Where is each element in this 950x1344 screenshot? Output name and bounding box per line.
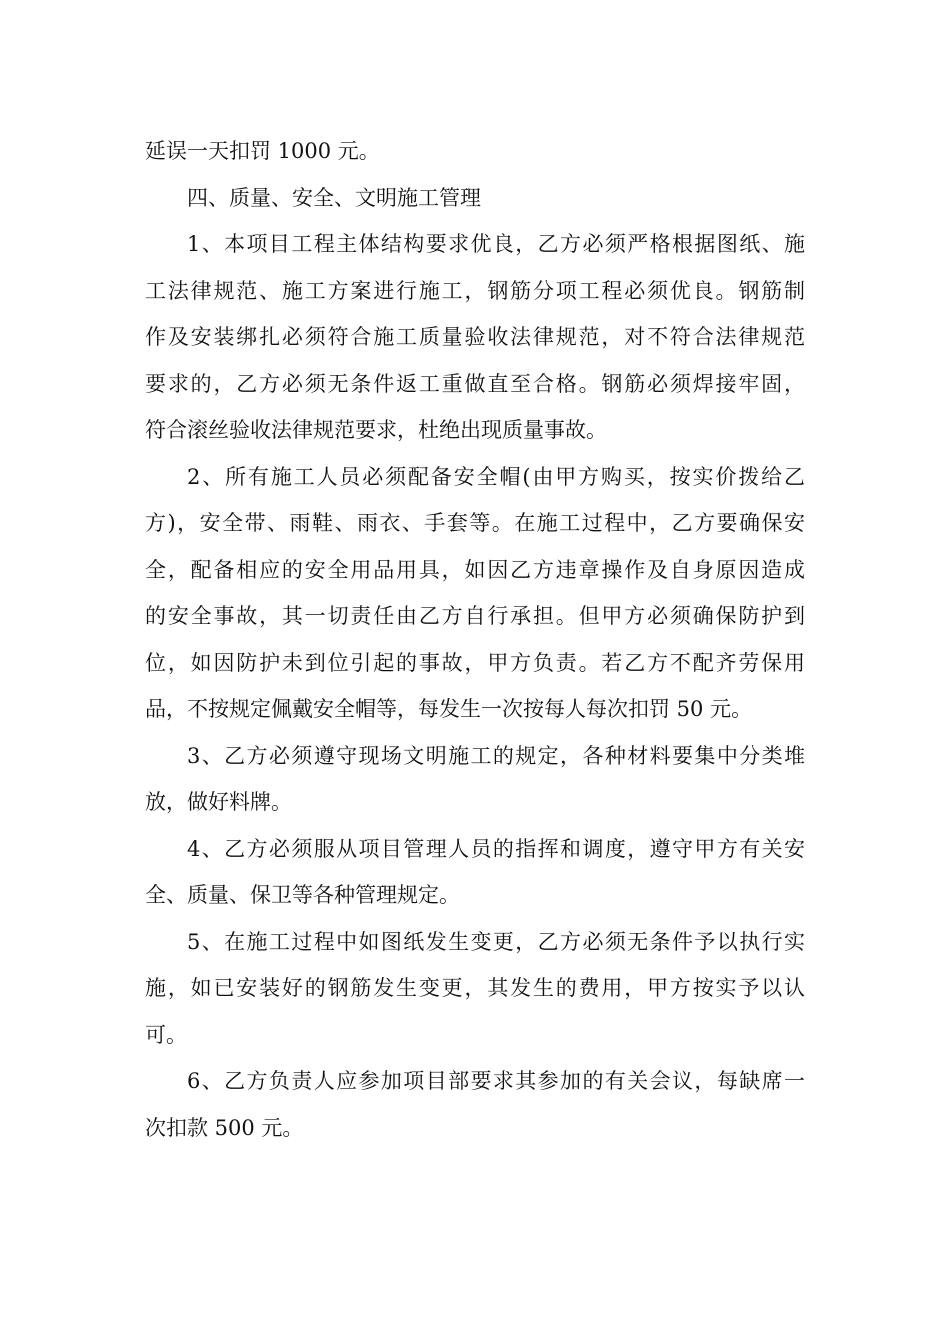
text-line: 3、乙方必须遵守现场文明施工的规定，各种材料要集中分类堆	[187, 743, 805, 768]
paragraph-clause-5	[145, 919, 805, 1059]
text-line: 品，不按规定佩戴安全帽等，每发生一次按每人每次扣罚 50 元。	[145, 697, 753, 721]
text-line: 延误一天扣罚 1000 元。	[145, 139, 380, 163]
paragraph-clause-4	[145, 826, 805, 919]
text-line: 符合滚丝验收法律规范要求，杜绝出现质量事故。	[145, 418, 607, 442]
text-line: 可。	[145, 1022, 187, 1047]
text-line: 1、本项目工程主体结构要求优良，乙方必须严格根据图纸、施	[187, 232, 805, 256]
paragraph-penalty-continuation	[145, 128, 805, 175]
section-heading-quality-safety	[145, 175, 805, 222]
text-line: 要求的，乙方必须无条件返工重做直至合格。钢筋必须焊接牢固，	[145, 371, 805, 396]
text-line: 6、乙方负责人应参加项目部要求其参加的有关会议，每缺席一	[187, 1069, 805, 1093]
paragraph-clause-2	[145, 454, 805, 733]
text-line: 工法律规范、施工方案进行施工，钢筋分项工程必须优良。钢筋制	[145, 278, 805, 303]
text-line: 方)，安全带、雨鞋、雨衣、手套等。在施工过程中，乙方要确保安	[145, 511, 805, 535]
text-line: 施，如已安装好的钢筋发生变更，其发生的费用，甲方按实予以认	[145, 976, 805, 1000]
paragraph-clause-6	[145, 1058, 805, 1151]
text-line: 4、乙方必须服从项目管理人员的指挥和调度，遵守甲方有关安	[187, 836, 805, 861]
text-line: 放，做好料牌。	[145, 790, 292, 814]
text-line: 作及安装绑扎必须符合施工质量验收法律规范，对不符合法律规范	[145, 325, 805, 349]
text-line: 的安全事故，其一切责任由乙方自行承担。但甲方必须确保防护到	[145, 604, 805, 628]
section-heading: 四、质量、安全、文明施工管理	[187, 185, 481, 210]
paragraph-clause-3	[145, 733, 805, 826]
text-line: 全，配备相应的安全用品用具，如因乙方违章操作及自身原因造成	[145, 557, 805, 582]
text-line: 5、在施工过程中如图纸发生变更，乙方必须无条件予以执行实	[187, 929, 805, 954]
text-line: 全、质量、保卫等各种管理规定。	[145, 883, 460, 907]
document-body	[145, 128, 805, 1151]
paragraph-clause-1	[145, 221, 805, 454]
text-line: 2、所有施工人员必须配备安全帽(由甲方购买，按实价拨给乙	[187, 464, 805, 489]
text-line: 位，如因防护未到位引起的事故，甲方负责。若乙方不配齐劳保用	[145, 650, 805, 675]
text-line: 次扣款 500 元。	[145, 1115, 304, 1140]
